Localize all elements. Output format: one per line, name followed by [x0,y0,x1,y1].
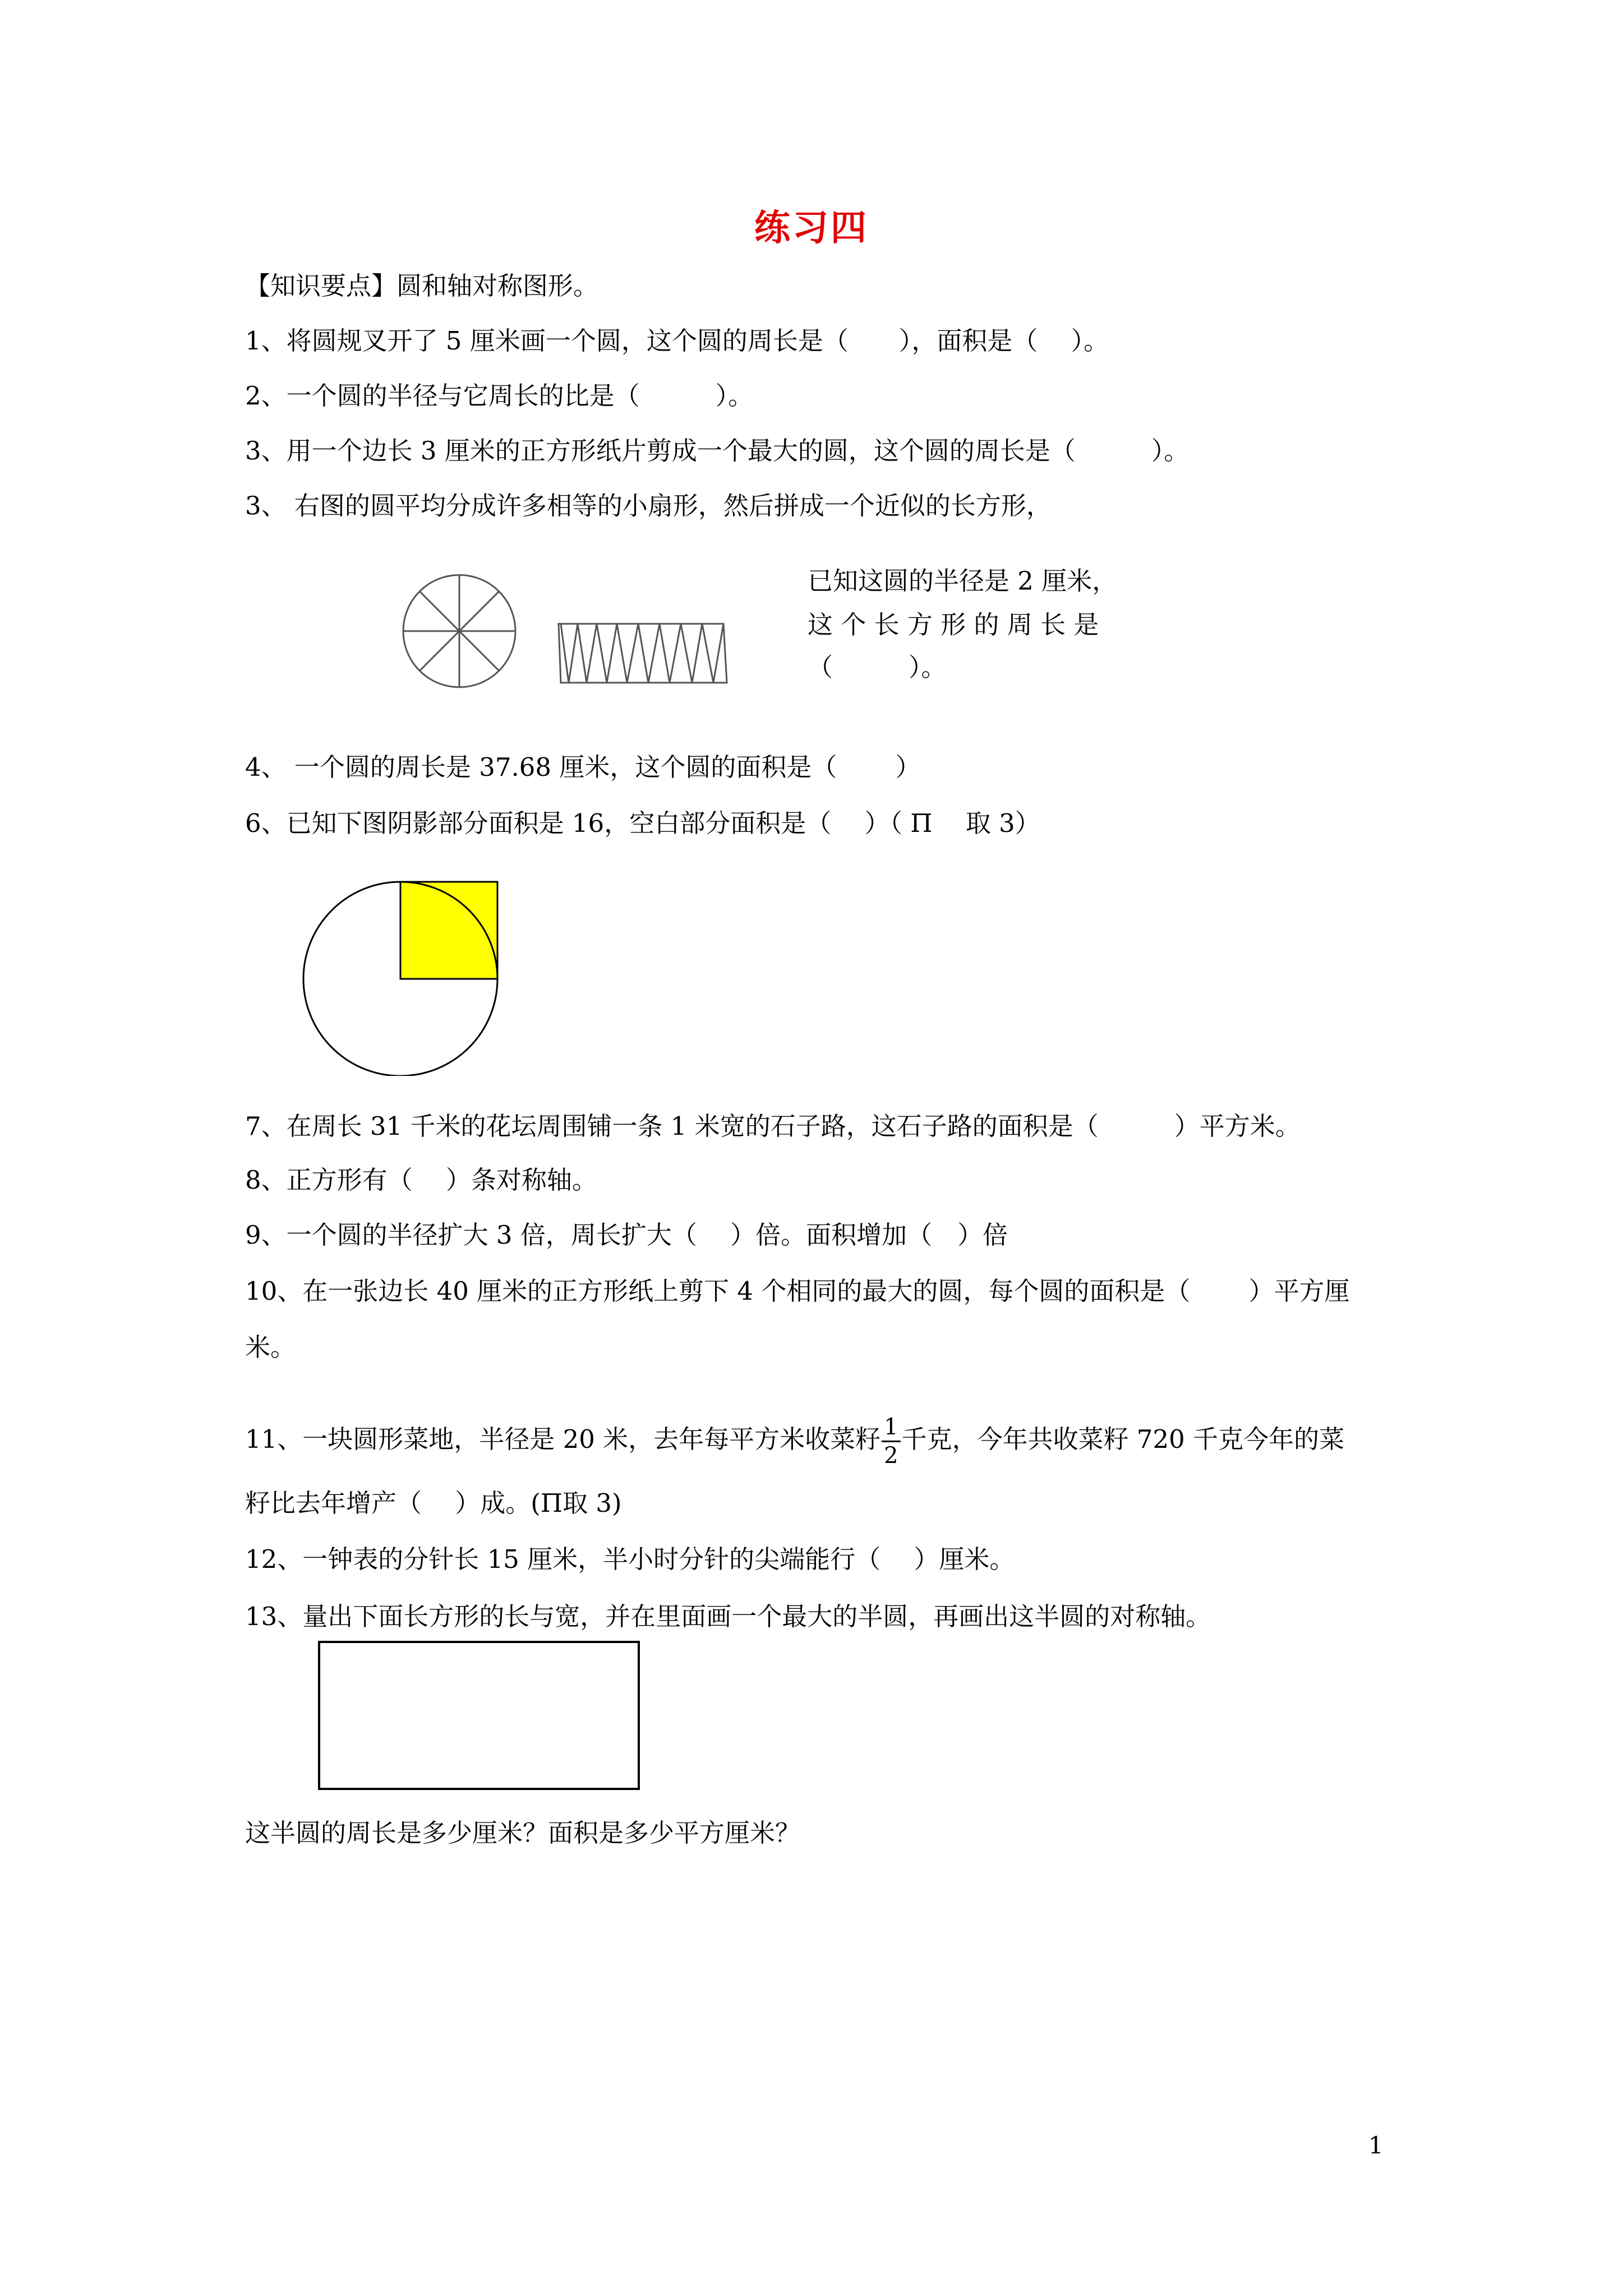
question-10-continued: 米。 [245,1332,296,1362]
one-half-fraction [882,1414,900,1469]
question-6: 6、已知下图阴影部分面积是 16，空白部分面积是（ ）（ Π 取 3） [245,808,1040,838]
question-13: 13、量出下面长方形的长与宽，并在里面画一个最大的半圆，再画出这半圆的对称轴。 [245,1602,1211,1631]
question-13-prompt: 这半圆的周长是多少厘米？面积是多少平方厘米？ [245,1818,801,1848]
question-3b-right-3: （ ）。 [808,652,947,682]
knowledge-points: 【知识要点】圆和轴对称图形。 [245,271,599,301]
question-12: 12、一钟表的分针长 15 厘米，半小时分针的尖端能行（ ）厘米。 [245,1544,1015,1574]
question-9: 9、一个圆的半径扩大 3 倍，周长扩大（ ）倍。面积增加（ ）倍 [245,1220,1008,1250]
question-8: 8、正方形有（ ）条对称轴。 [245,1165,597,1195]
fraction-denominator: 2 [884,1443,898,1469]
sector-circle-figure [399,571,519,691]
shaded-square-circle-figure [302,868,504,1076]
question-7: 7、在周长 31 千米的花坛周围铺一条 1 米宽的石子路，这石子路的面积是（ ）平方米。 [245,1111,1301,1141]
fraction-numerator: 1 [882,1414,900,1442]
measurement-rectangle [317,1640,643,1793]
question-3a: 3、用一个边长 3 厘米的正方形纸片剪成一个最大的圆，这个圆的周长是（ ）。 [245,436,1189,466]
question-3b: 3、 右图的圆平均分成许多相等的小扇形，然后拼成一个近似的长方形， [245,491,1052,521]
question-3b-right-2: 这 个 长 方 形 的 周 长 是 [808,610,1099,639]
question-11-continued: 籽比去年增产（ ）成。(Π取 3) [245,1488,622,1518]
page-number: 1 [1368,2132,1384,2159]
question-4: 4、 一个圆的周长是 37.68 厘米，这个圆的面积是（ ） [245,752,921,782]
question-11-text-end: 千克，今年共收菜籽 720 千克今年的菜 [901,1424,1345,1454]
question-11-text-start: 11、一块圆形菜地，半径是 20 米，去年每平方米收菜籽 [245,1424,881,1454]
question-2: 2、一个圆的半径与它周长的比是（ ）。 [245,381,754,411]
approximate-rectangle-figure [555,617,735,687]
question-10: 10、在一张边长 40 厘米的正方形纸上剪下 4 个相同的最大的圆，每个圆的面积是（ ）平方厘 [245,1276,1350,1306]
question-3b-right-1: 已知这圆的半径是 2 厘米， [808,566,1118,596]
question-11 [245,1414,1344,1469]
question-1: 1、将圆规叉开了 5 厘米画一个圆，这个圆的周长是（ ），面积是（ ）。 [245,326,1109,356]
page-title: 练习四 [754,207,869,249]
